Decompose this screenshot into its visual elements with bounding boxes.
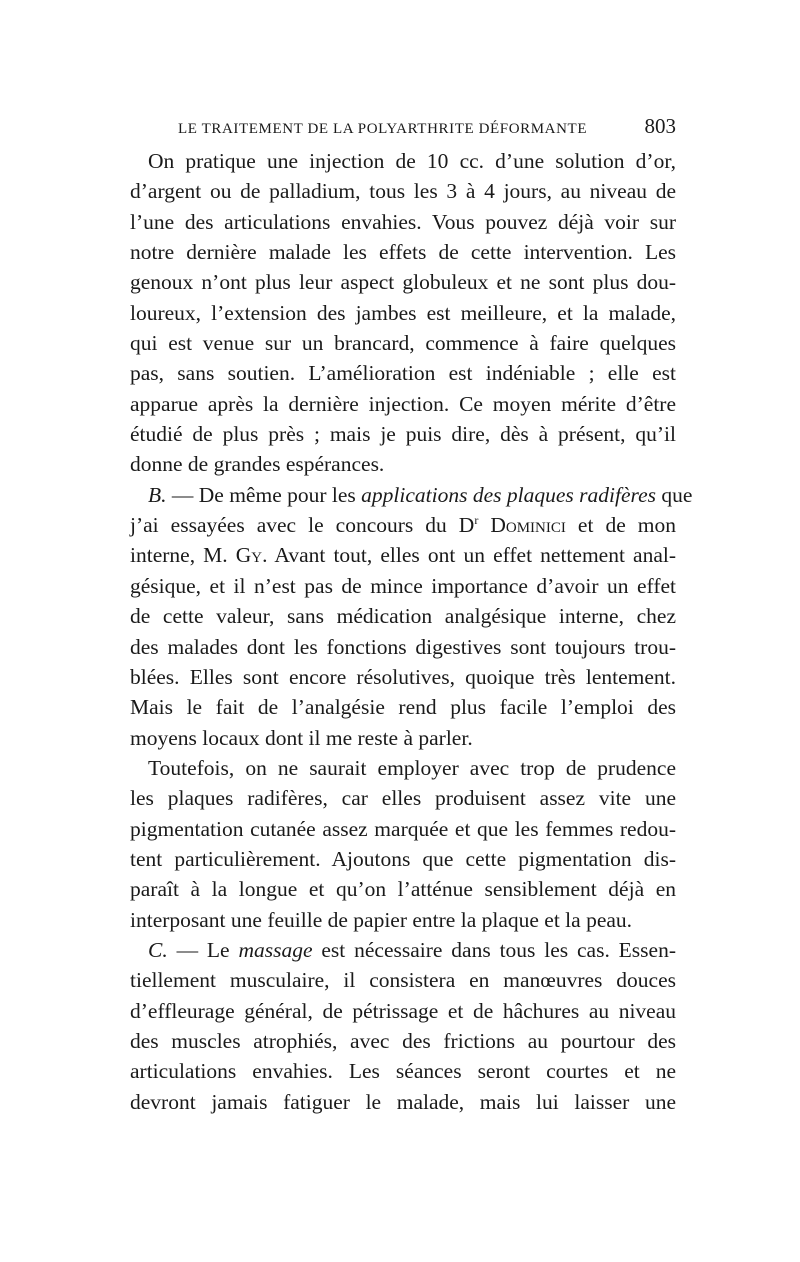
text-line: les plaques radifères, car elles produisent assez vite une <box>130 786 676 811</box>
text-line: apparue après la dernière injection. Ce moyen mérite d’être <box>130 391 676 416</box>
text-line: l’une des articulations envahies. Vous pouvez déjà voir sur <box>130 209 676 234</box>
text-line: genoux n’ont plus leur aspect globuleux et ne sont plus dou- <box>130 270 676 295</box>
text-line: B. — De même pour les applications des plaques radifères que <box>148 482 693 507</box>
text-line: pas, sans soutien. L’amélioration est indéniable ; elle est <box>130 361 676 386</box>
text-line: donne de grandes espérances. <box>130 452 385 477</box>
text-line: tent particulièrement. Ajoutons que cette pigmentation dis- <box>130 846 676 871</box>
text-line: Mais le fait de l’analgésie rend plus facile l’emploi des <box>130 695 676 720</box>
text-line: On pratique une injection de 10 cc. d’une solution d’or, <box>148 149 676 173</box>
text-line: interposant une feuille de papier entre la plaque et la peau. <box>130 907 633 932</box>
text-line: articulations envahies. Les séances seront courtes et ne <box>130 1059 676 1084</box>
page-header <box>178 114 676 139</box>
text-line: interne, M. Gy. Avant tout, elles ont un effet nettement anal- <box>130 543 676 568</box>
text-line: de cette valeur, sans médication analgésique interne, chez <box>130 604 676 629</box>
text-line: Toutefois, on ne saurait employer avec trop de prudence <box>148 755 676 780</box>
body-text <box>130 146 693 1117</box>
page-number: 803 <box>644 114 676 138</box>
text-line: paraît à la longue et qu’on l’atténue sensiblement déjà en <box>130 877 676 902</box>
text-line: des muscles atrophiés, avec des frictions au pourtour des <box>130 1028 676 1053</box>
text-line: tiellement musculaire, il consistera en manœuvres douces <box>130 968 676 993</box>
text-line: j’ai essayées avec le concours du $D^r$ Dominici et de mon <box>130 512 676 538</box>
text-line: d’argent ou de palladium, tous les 3 à 4 jours, au niveau de <box>130 179 676 204</box>
text-line: d’effleurage général, de pétrissage et de hâchures au niveau <box>130 998 676 1023</box>
text-line: devront jamais fatiguer le malade, mais lui laisser une <box>130 1089 676 1114</box>
text-line: notre dernière malade les effets de cette intervention. Les <box>130 240 676 265</box>
text-line: pigmentation cutanée assez marquée et que les femmes redou- <box>130 816 676 841</box>
text-line: blées. Elles sont encore résolutives, quoique très lentement. <box>130 664 676 689</box>
text-line: moyens locaux dont il me reste à parler. <box>130 725 473 750</box>
text-line: gésique, et il n’est pas de mince importance d’avoir un effet <box>130 573 676 598</box>
running-title: LE TRAITEMENT DE LA POLYARTHRITE DÉFORMANTE <box>178 121 588 137</box>
text-line: C. — Le massage est nécessaire dans tous les cas. Essen- <box>148 937 676 962</box>
text-line: étudié de plus près ; mais je puis dire, dès à présent, qu’il <box>130 422 676 447</box>
text-line: des malades dont les fonctions digestives sont toujours trou- <box>130 634 676 659</box>
text-line: loureux, l’extension des jambes est meilleure, et la malade, <box>130 300 676 325</box>
text-line: qui est venue sur un brancard, commence à faire quelques <box>130 331 676 356</box>
